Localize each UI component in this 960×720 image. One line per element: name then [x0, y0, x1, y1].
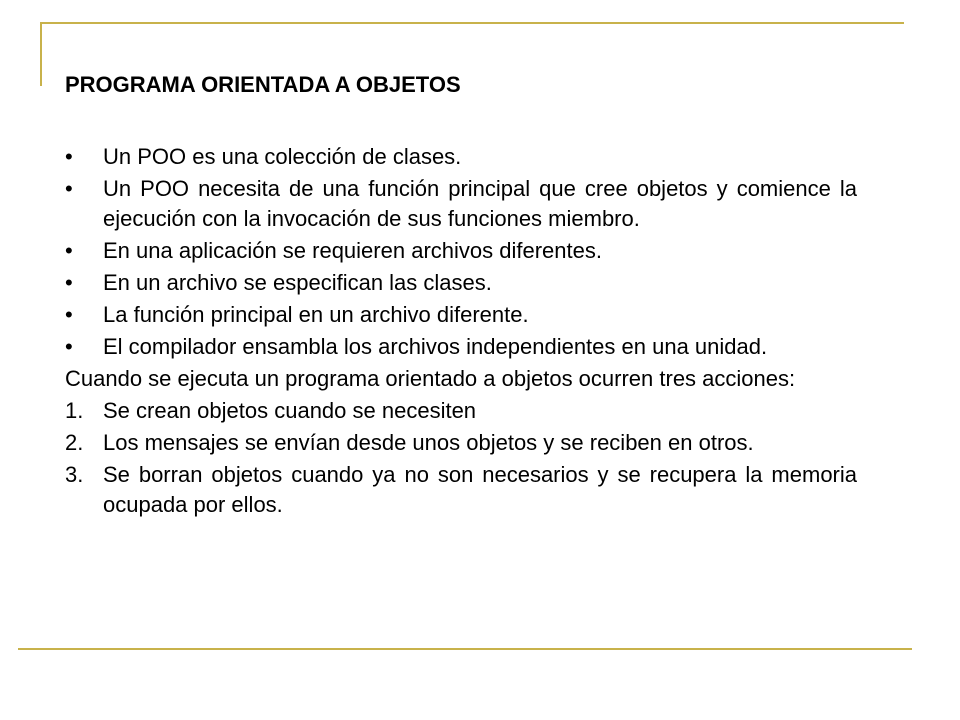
bullet-marker: •	[65, 176, 73, 201]
bullet-marker: •	[65, 334, 73, 359]
top-accent-line	[40, 22, 904, 24]
bullet-item	[65, 236, 857, 266]
number-marker: 3.	[65, 462, 84, 487]
bullet-item	[65, 142, 857, 172]
bullet-marker: •	[65, 238, 73, 263]
bullet-item	[65, 174, 857, 234]
bottom-accent-line	[18, 648, 912, 650]
intro-paragraph: Cuando se ejecuta un programa orientado a objetos ocurren tres acciones:	[65, 366, 796, 391]
bullet-item	[65, 268, 857, 298]
bullet-text: La función principal en un archivo diferente.	[103, 302, 529, 327]
bullet-list	[65, 142, 857, 362]
numbered-item	[65, 460, 857, 520]
bullet-text: Un POO es una colección de clases.	[103, 144, 462, 169]
bullet-item	[65, 332, 857, 362]
bullet-item	[65, 300, 857, 330]
bullet-text: En una aplicación se requieren archivos diferentes.	[103, 238, 602, 263]
numbered-item	[65, 396, 857, 426]
bullet-marker: •	[65, 270, 73, 295]
bullet-text: El compilador ensambla los archivos independientes en una unidad.	[103, 334, 768, 359]
numbered-item	[65, 428, 857, 458]
number-marker: 1.	[65, 398, 84, 423]
numbered-text: Los mensajes se envían desde unos objetos y se reciben en otros.	[103, 430, 754, 455]
slide-title: PROGRAMA ORIENTADA A OBJETOS	[65, 72, 461, 97]
numbered-text: Se crean objetos cuando se necesiten	[103, 398, 477, 423]
bullet-text: En un archivo se especifican las clases.	[103, 270, 492, 295]
left-accent-line	[40, 22, 42, 86]
bullet-text: Un POO necesita de una función principal que cree objetos y comience la ejecución con la invocación de sus funciones miembro.	[103, 176, 857, 231]
number-marker: 2.	[65, 430, 84, 455]
bullet-marker: •	[65, 144, 73, 169]
numbered-text: Se borran objetos cuando ya no son necesarios y se recupera la memoria ocupada por ellos.	[103, 462, 857, 517]
numbered-list	[65, 396, 857, 520]
bullet-marker: •	[65, 302, 73, 327]
slide-content	[65, 70, 857, 522]
